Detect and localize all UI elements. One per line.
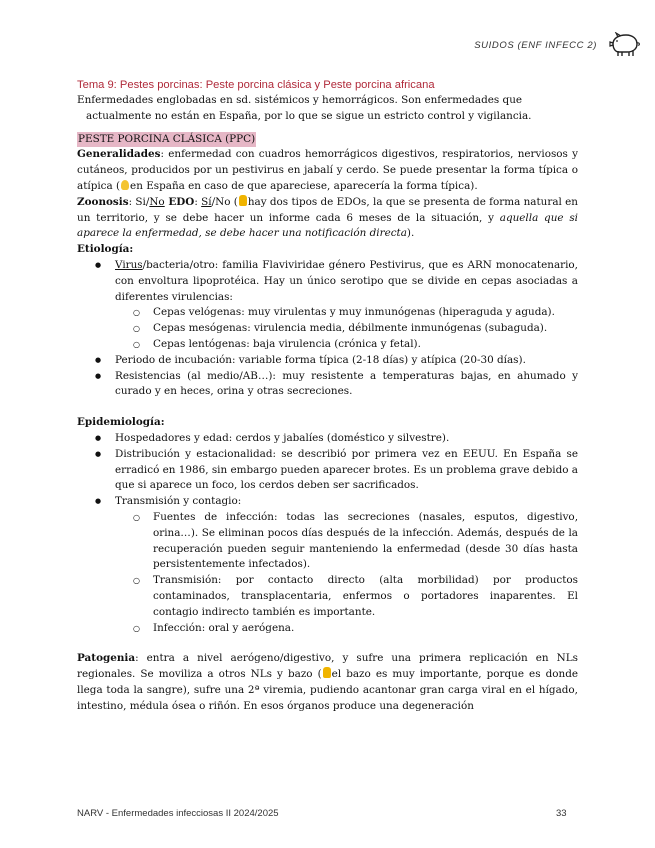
list-item bbox=[77, 258, 578, 353]
list-item bbox=[77, 494, 578, 636]
generalidades-text-a: : enfermedad con cuadros hemorrágicos digestivos, respiratorios, nerviosos y cutáneos, producidos por un pestivirus en jabalí y cerdo. Se puede presentar la forma típica o atípica ( bbox=[77, 148, 578, 192]
list-item: ○ Transmisión: por contacto directo (alta morbilidad) por productos contaminados, transplacentaria, enfermos o portadores inaparentes. El contagio indirecto también es importante. bbox=[77, 573, 578, 620]
page-header bbox=[474, 32, 641, 58]
zoonosis-paragraph bbox=[77, 195, 578, 242]
zoonosis-label: Zoonosis bbox=[77, 195, 129, 208]
zoonosis-text-italic: aquella que si aparece la enfermedad, se debe hacer una notificación directa bbox=[77, 211, 578, 240]
intro-line-2: actualmente no están en España, por lo que se sigue un estricto control y vigilancia. bbox=[86, 109, 532, 122]
page-title: Tema 9: Pestes porcinas: Peste porcina clásica y Peste porcina africana bbox=[77, 79, 435, 91]
list-item: ○ Cepas velógenas: muy virulentas y muy inmunógenas (hiperaguda y aguda). bbox=[77, 305, 578, 321]
list-item: ● Hospedadores y edad: cerdos y jabalíes (doméstico y silvestre). bbox=[77, 431, 578, 447]
page-number: 33 bbox=[556, 808, 567, 819]
generalidades-paragraph bbox=[77, 147, 578, 194]
intro-line-1: Enfermedades englobadas en sd. sistémicos y hemorrágicos. Son enfermedades que bbox=[77, 94, 523, 106]
epidemiologia-heading: Epidemiología: bbox=[77, 416, 165, 429]
list-item: ● Periodo de incubación: variable forma típica (2-18 días) y atípica (20-30 días). bbox=[77, 353, 578, 369]
transmision-list bbox=[115, 510, 578, 636]
epidemiologia-list bbox=[77, 431, 578, 636]
generalidades-text-b: en España en caso de que apareciese, aparecería la forma típica). bbox=[130, 179, 478, 192]
pointing-hand-icon bbox=[239, 195, 247, 206]
pig-icon bbox=[609, 32, 641, 58]
section-title: PESTE PORCINA CLÁSICA (PPC) bbox=[77, 132, 256, 148]
patogenia-paragraph bbox=[77, 651, 578, 714]
zoonosis-text-b: ). bbox=[406, 227, 415, 240]
patogenia-label: Patogenia bbox=[77, 652, 136, 665]
footer-course: NARV - Enfermedades infecciosas II 2024/2025 bbox=[77, 808, 279, 819]
list-item: ○ Cepas mesógenas: virulencia media, débilmente inmunógenas (subaguda). bbox=[77, 321, 578, 337]
edo-colon: : bbox=[194, 195, 202, 208]
cepas-list bbox=[115, 305, 578, 352]
list-item: ○ Infección: oral y aerógena. bbox=[77, 621, 578, 637]
edo-label: EDO bbox=[164, 195, 195, 208]
lightbulb-icon bbox=[121, 180, 129, 190]
page-content bbox=[77, 78, 578, 714]
list-item: ● Distribución y estacionalidad: se describió por primera vez en EEUU. En España se erradicó en 1986, sin embargo pueden aparecer brotes. Es un problema grave debido a que si aparece un foco, los cerdos deben ser sacrificados. bbox=[77, 447, 578, 494]
generalidades-label: Generalidades bbox=[77, 148, 161, 161]
list-item: ● Resistencias (al medio/AB…): muy resistente a temperaturas bajas, en ahumado y curado y en heces, orina y otras secreciones. bbox=[77, 369, 578, 401]
zoonosis-text-a: hay dos tipos de EDOs, la que se presenta de forma natural en un territorio, y se debe hacer un informe cada 6 meses de la situación, y bbox=[77, 195, 578, 224]
etiologia-list bbox=[77, 258, 578, 400]
transmision-label: Transmisión y contagio: bbox=[115, 495, 242, 508]
zoonosis-si-no: : Si/ bbox=[128, 195, 150, 208]
list-item: ○ Cepas lentógenas: baja virulencia (crónica y fetal). bbox=[77, 337, 578, 353]
list-item: ○ Fuentes de infección: todas las secreciones (nasales, esputos, digestivo, orina…). Se eliminan pocos días después de la infección. Además, después de la recuperación pueden seguir manteniendo la enfermedad (desde 30 días hasta persistentemente infectados). bbox=[77, 510, 578, 573]
virus-text: /bacteria/otro: familia Flaviviridae género Pestivirus, que es ARN monocatenario, con envoltura lipoprotéica. Hay un único serotipo que se divide en cepas asociadas a diferentes virulencias: bbox=[115, 258, 578, 303]
patogenia-text-a: : entra a nivel aerógeno/digestivo, y sufre una primera replicación en NLs regionales. Se moviliza a otros NLs y bazo ( bbox=[77, 652, 578, 681]
pointing-hand-icon bbox=[323, 667, 331, 678]
edo-si: Sí bbox=[201, 195, 212, 208]
zoonosis-no: No bbox=[149, 195, 165, 208]
edo-slash-no: /No ( bbox=[211, 195, 238, 208]
virus-label: Virus bbox=[115, 258, 143, 271]
header-label: SUIDOS (ENF INFECC 2) bbox=[474, 39, 597, 51]
etiologia-heading: Etiología: bbox=[77, 243, 134, 256]
patogenia-text-b: el bazo es muy importante, porque es donde llega toda la sangre), sufre una 2ª viremia, pudiendo acantonar gran carga viral en el hígado, intestino, médula ósea o riñón. En esos órganos produce una degeneración bbox=[77, 668, 578, 712]
